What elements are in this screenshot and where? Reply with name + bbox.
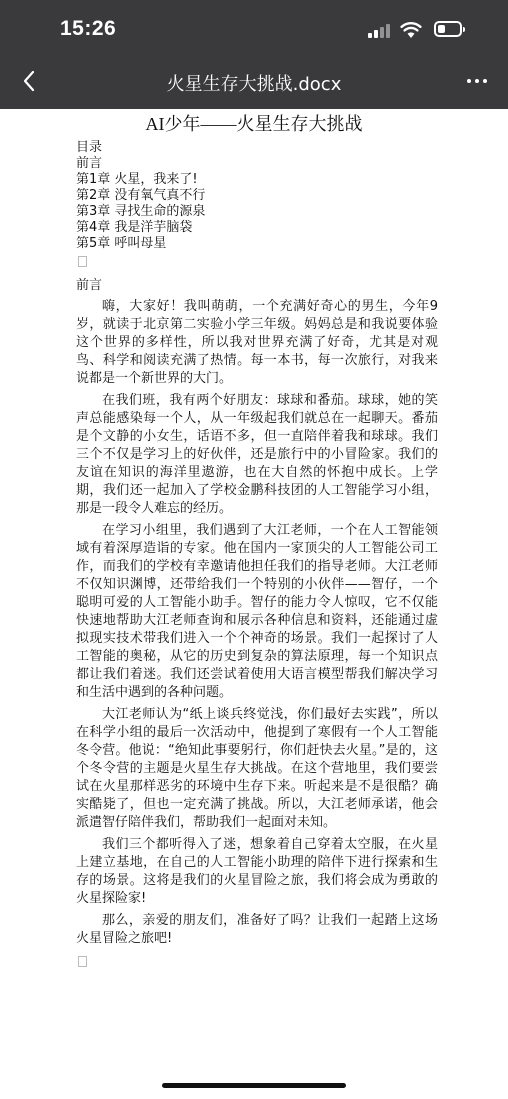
status-bar bbox=[0, 0, 508, 60]
section-title: 前言 bbox=[76, 278, 103, 293]
home-indicator[interactable] bbox=[162, 1083, 346, 1088]
paragraph: 大江老师认为“纸上谈兵终觉浅，你们最好去实践”，所以在科学小组的最后一次活动中，他提到了寒假有一个人工智能冬令营。他说：“绝知此事要躬行，你们赶快去火星。”是的，这个冬令营的主题是火星生存大挑战。在这个营地里，我们要尝试在火星那样恶劣的环境中生存下来。听起来是不是很酷？确实酷毙了，但也一定充满了挑战。所以，大江老师承诺，他会派遣智仔陪伴我们，帮助我们一起面对未知。 bbox=[76, 707, 438, 830]
document-content[interactable] bbox=[76, 109, 438, 970]
toc-item: 第1章 火星，我来了! bbox=[76, 172, 198, 187]
battery-icon bbox=[434, 21, 462, 37]
table-of-contents bbox=[76, 140, 438, 252]
paragraph: 嗨，大家好！我叫萌萌，一个充满好奇心的男生，今年9岁，就读于北京第二实验小学三年级。妈妈总是和我说要体验这个世界的多样性，所以我对世界充满了好奇，尤其是对观鸟、科学和阅读充满了热情。每一本书，每一次旅行，对我来说都是一个新世界的大门。 bbox=[76, 299, 438, 386]
document-title: 火星生存大挑战.docx bbox=[166, 74, 342, 95]
placeholder-glyph-row bbox=[76, 252, 438, 270]
more-dot-icon bbox=[475, 79, 479, 83]
document-heading: AI少年——火星生存大挑战 bbox=[145, 114, 363, 134]
cellular-signal-icon bbox=[368, 24, 392, 38]
paragraph: 那么，亲爱的朋友们，准备好了吗？让我们一起踏上这场火星冒险之旅吧! bbox=[76, 913, 438, 946]
wifi-icon bbox=[400, 21, 422, 39]
more-button[interactable] bbox=[460, 66, 494, 96]
toc-item: 第4章 我是洋芋脑袋 bbox=[76, 220, 193, 235]
paragraph: 在学习小组里，我们遇到了大江老师，一个在人工智能领域有着深厚造诣的专家。他在国内一家顶尖的人工智能公司工作，而我们的学校有幸邀请他担任我们的指导老师。大江老师不仅知识渊博，还带给我们一个特别的小伙伴——智仔，一个聪明可爱的人工智能小助手。智仔的能力令人惊叹，它不仅能快速地帮助大江老师查询和展示各种信息和资料，还能通过虚拟现实技术带我们进入一个个神奇的场景。我们一起探讨了人工智能的奥秘，从它的历史到复杂的算法原理，每一个知识点都让我们着迷。我们还尝试着使用大语言模型帮我们解决学习和生活中遇到的各种问题。 bbox=[76, 523, 438, 700]
more-dot-icon bbox=[483, 79, 487, 83]
paragraph: 在我们班，我有两个好朋友：球球和番茄。球球，她的笑声总能感染每一个人，从一年级起我们就总在一起聊天。番茄是个文静的小女生，话语不多，但一直陪伴着我和球球。我们三个不仅是学习上的好伙伴，还是旅行中的小冒险家。我们的友谊在知识的海洋里遨游，也在大自然的怀抱中成长。上学期，我们还一起加入了学校金鹏科技团的人工智能学习小组，那是一段令人难忘的经历。 bbox=[76, 393, 438, 516]
status-time: 15:26 bbox=[60, 17, 117, 40]
toc-item: 前言 bbox=[76, 156, 103, 171]
toc-item: 第3章 寻找生命的源泉 bbox=[76, 204, 206, 219]
paragraph: 我们三个都听得入了迷，想象着自己穿着太空服，在火星上建立基地，在自己的人工智能小助理的陪伴下进行探索和生存的场景。这将是我们的火星冒险之旅，我们将会成为勇敢的火星探险家! bbox=[76, 837, 438, 906]
placeholder-glyph-row bbox=[76, 952, 438, 970]
toc-item: 第2章 没有氧气真不行 bbox=[76, 188, 206, 203]
missing-glyph-icon bbox=[78, 256, 87, 267]
top-bar bbox=[0, 0, 508, 109]
toc-item: 第5章 呼叫母星 bbox=[76, 236, 167, 251]
missing-glyph-icon bbox=[78, 956, 87, 967]
nav-bar bbox=[0, 60, 508, 109]
more-dot-icon bbox=[467, 79, 471, 83]
toc-item: 目录 bbox=[76, 140, 103, 155]
